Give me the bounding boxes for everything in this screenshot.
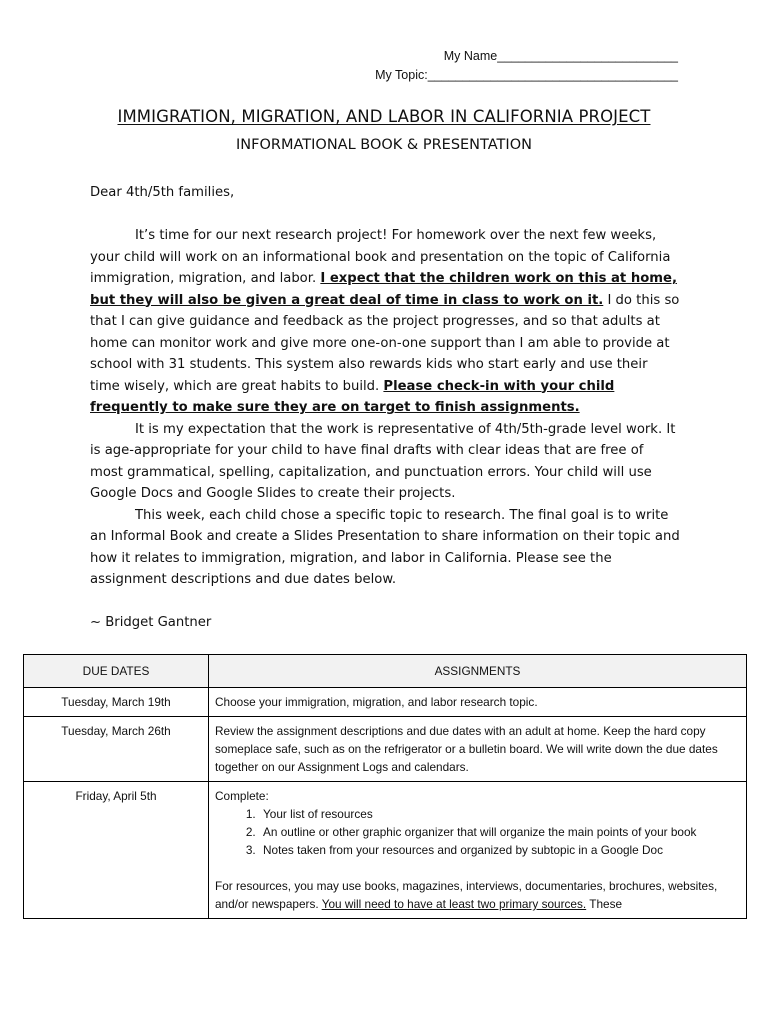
table-header-row: [24, 655, 747, 688]
assignment-cell: [209, 782, 747, 919]
page-title: IMMIGRATION, MIGRATION, AND LABOR IN CALIFORNIA PROJECT: [117, 107, 651, 126]
emphasis-home-work: I expect that the children work on this at home, but they will also be given a great deal of time in class to work on it.: [90, 271, 677, 308]
assignments-table: [23, 654, 747, 919]
table-row: [24, 688, 747, 717]
due-date-cell: Friday, April 5th: [24, 782, 209, 919]
assignment-cell: Review the assignment descriptions and due dates with an adult at home. Keep the hard copy someplace safe, such as on the refrigerator or a bulletin board. We will write down the due dates together on our Assignment Logs and calendars.: [209, 717, 747, 782]
header-assignments: ASSIGNMENTS: [209, 655, 747, 688]
emphasis-check-in: Please check-in with your child frequently to make sure they are on target to finish assignments.: [90, 378, 615, 415]
topic-line: My Topic:____________________________________: [375, 68, 678, 82]
primary-sources-requirement: You will need to have at least two primary sources.: [321, 897, 587, 911]
due-date-cell: Tuesday, March 19th: [24, 688, 209, 717]
due-date-cell: Tuesday, March 26th: [24, 717, 209, 782]
list-item: 1. Your list of resources: [259, 805, 740, 823]
signature: ~ Bridget Gantner: [90, 615, 212, 630]
table-row: [24, 782, 747, 919]
requirements-list: [215, 805, 740, 859]
resources-note: For resources, you may use books, magazines, interviews, documentaries, brochures, websites, and/or newspapers. You will need to have at least two primary sources. These: [215, 879, 718, 911]
name-topic-block: [375, 47, 678, 85]
letter-body: [90, 182, 680, 634]
page-subtitle: INFORMATIONAL BOOK & PRESENTATION: [236, 137, 532, 153]
greeting: Dear 4th/5th families,: [90, 185, 235, 200]
name-line: My Name__________________________: [443, 49, 678, 63]
list-item: 3. Notes taken from your resources and organized by subtopic in a Google Doc: [259, 841, 740, 859]
table-row: [24, 717, 747, 782]
paragraph-1: It’s time for our next research project! For homework over the next few weeks, your child will work on an informational book and presentation on the topic of California immigration, migration, and labor. I expect that the children work on this at home, but they will also be given a great deal of time in class to work on it. I do this so that I can give guidance and feedback as the project progresses, and so that adults at home can monitor work and give more one-on-one support than I am able to provide at school with 31 students. This system also rewards kids who start early and use their time wisely, which are great habits to build. Please check-in with your child frequently to make sure they are on target to finish assignments.: [90, 228, 680, 415]
header-due-dates: DUE DATES: [24, 655, 209, 688]
list-item: 2. An outline or other graphic organizer that will organize the main points of your book: [259, 823, 740, 841]
paragraph-2: It is my expectation that the work is representative of 4th/5th-grade level work. It is age-appropriate for your child to have final drafts with clear ideas that are free of most grammatical, spelling, capitalization, and punctuation errors. Your child will use Google Docs and Google Slides to create their projects.: [90, 421, 676, 501]
assignment-cell: Choose your immigration, migration, and labor research topic.: [209, 688, 747, 717]
complete-label: Complete:: [215, 789, 269, 803]
paragraph-3: This week, each child chose a specific topic to research. The final goal is to write an Informal Book and create a Slides Presentation to share information on their topic and how it relates to immigration, migration, and labor in California. Please see the assignment descriptions and due dates below.: [90, 507, 680, 587]
